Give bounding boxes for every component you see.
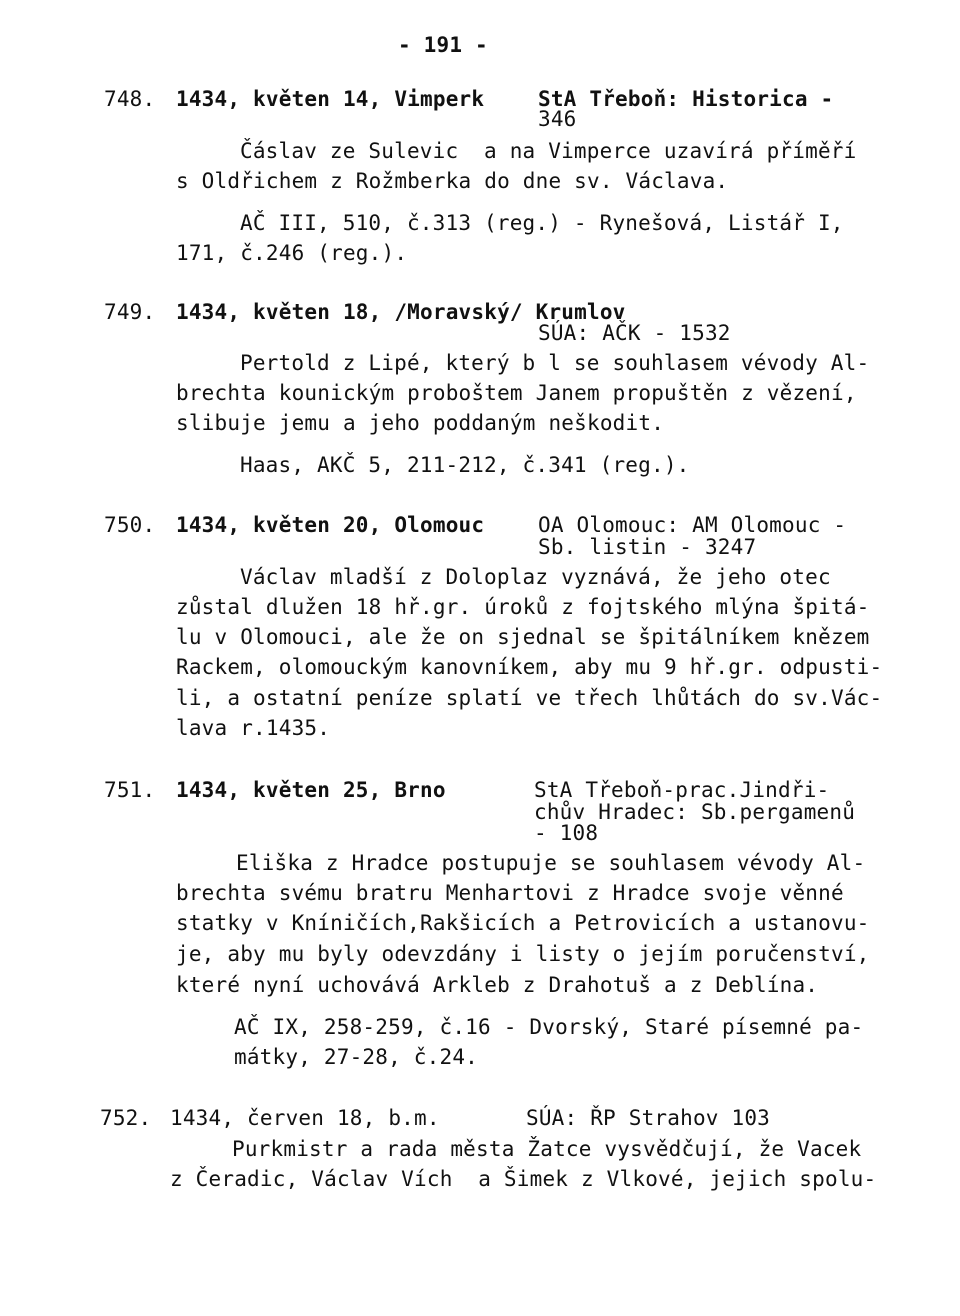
entry-749-ref-line-1: Haas, AKČ 5, 211-212, č.341 (reg.). <box>240 453 690 477</box>
entry-751-archive-line-2: chův Hradec: Sb.pergamenů <box>534 800 856 824</box>
entry-750-body-line-6: lava r.1435. <box>176 716 331 740</box>
entry-751-body-line-1: Eliška z Hradce postupuje se souhlasem vévody Al- <box>236 851 866 875</box>
entry-748-body-line-2: s Oldřichem z Rožmberka do dne sv. Václava. <box>176 169 729 193</box>
entry-751-body-line-4: je, aby mu byly odevzdány i listy o jejím poručenství, <box>176 942 870 966</box>
entry-749-body-line-2: brechta kounickým proboštem Janem propuštěn z vězení, <box>176 381 857 405</box>
entry-749-header: 1434, květen 18, /Moravský/ Krumlov <box>176 300 626 324</box>
entry-752-body-line-1: Purkmistr a rada města Žatce vysvědčují, že Vacek <box>232 1137 862 1161</box>
entry-750-body-line-1: Václav mladší z Doloplaz vyznává, že jeho otec <box>240 565 831 589</box>
entry-752-number: 752. <box>100 1106 152 1130</box>
page-number: - 191 - <box>398 33 488 57</box>
entry-748-archive-line-2: 346 <box>538 107 577 131</box>
entry-750-number: 750. <box>104 513 156 537</box>
entry-748-ref-line-1: AČ III, 510, č.313 (reg.) - Rynešová, Listář I, <box>240 211 844 235</box>
entry-748-number: 748. <box>104 87 156 111</box>
entry-750-header: 1434, květen 20, Olomouc <box>176 513 485 537</box>
entry-748-ref-line-2: 171, č.246 (reg.). <box>176 241 408 265</box>
entry-750-body-line-5: li, a ostatní peníze splatí ve třech lhůtách do sv.Vác- <box>176 686 883 710</box>
entry-752-archive-line-1: SÚA: ŘP Strahov 103 <box>526 1106 771 1130</box>
entry-751-body-line-2: brechta svému bratru Menhartovi z Hradce svoje věnné <box>176 881 844 905</box>
entry-749-archive-line-1: SÚA: AČK - 1532 <box>538 321 731 345</box>
entry-752-body-line-2: z Čeradic, Václav Vích a Šimek z Vlkové, jejich spolu- <box>170 1167 877 1191</box>
entry-752-header: 1434, červen 18, b.m. <box>170 1106 440 1130</box>
entry-749-body-line-1: Pertold z Lipé, který b l se souhlasem vévody Al- <box>240 351 870 375</box>
entry-748-header: 1434, květen 14, Vimperk <box>176 87 485 111</box>
entry-749-body-line-3: slibuje jemu a jeho poddaným neškodit. <box>176 411 665 435</box>
entry-749-number: 749. <box>104 300 156 324</box>
entry-748-archive-line-1: StA Třeboň: Historica - <box>538 87 834 111</box>
entry-751-archive-line-1: StA Třeboň-prac.Jindři- <box>534 778 830 802</box>
entry-751-body-line-5: které nyní uchovává Arkleb z Drahotuš a z Deblína. <box>176 973 819 997</box>
entry-751-header: 1434, květen 25, Brno <box>176 778 446 802</box>
entry-750-body-line-2: zůstal dlužen 18 hř.gr. úroků z fojtského mlýna špitá- <box>176 595 870 619</box>
entry-751-archive-line-3: - 108 <box>534 821 599 845</box>
entry-751-body-line-3: statky v Kníničích,Rakšicích a Petrovicích a ustanovu- <box>176 911 870 935</box>
entry-750-archive-line-1: OA Olomouc: AM Olomouc - <box>538 513 847 537</box>
entry-750-body-line-3: lu v Olomouci, ale že on sjednal se špitálníkem knězem <box>176 625 870 649</box>
entry-751-ref-line-2: mátky, 27-28, č.24. <box>234 1045 479 1069</box>
entry-751-number: 751. <box>104 778 156 802</box>
entry-751-ref-line-1: AČ IX, 258-259, č.16 - Dvorský, Staré písemné pa- <box>234 1015 864 1039</box>
entry-748-body-line-1: Čáslav ze Sulevic a na Vimperce uzavírá příměří <box>240 139 857 163</box>
entry-750-body-line-4: Rackem, olomouckým kanovníkem, aby mu 9 hř.gr. odpusti- <box>176 655 883 679</box>
entry-750-archive-line-2: Sb. listin - 3247 <box>538 535 757 559</box>
